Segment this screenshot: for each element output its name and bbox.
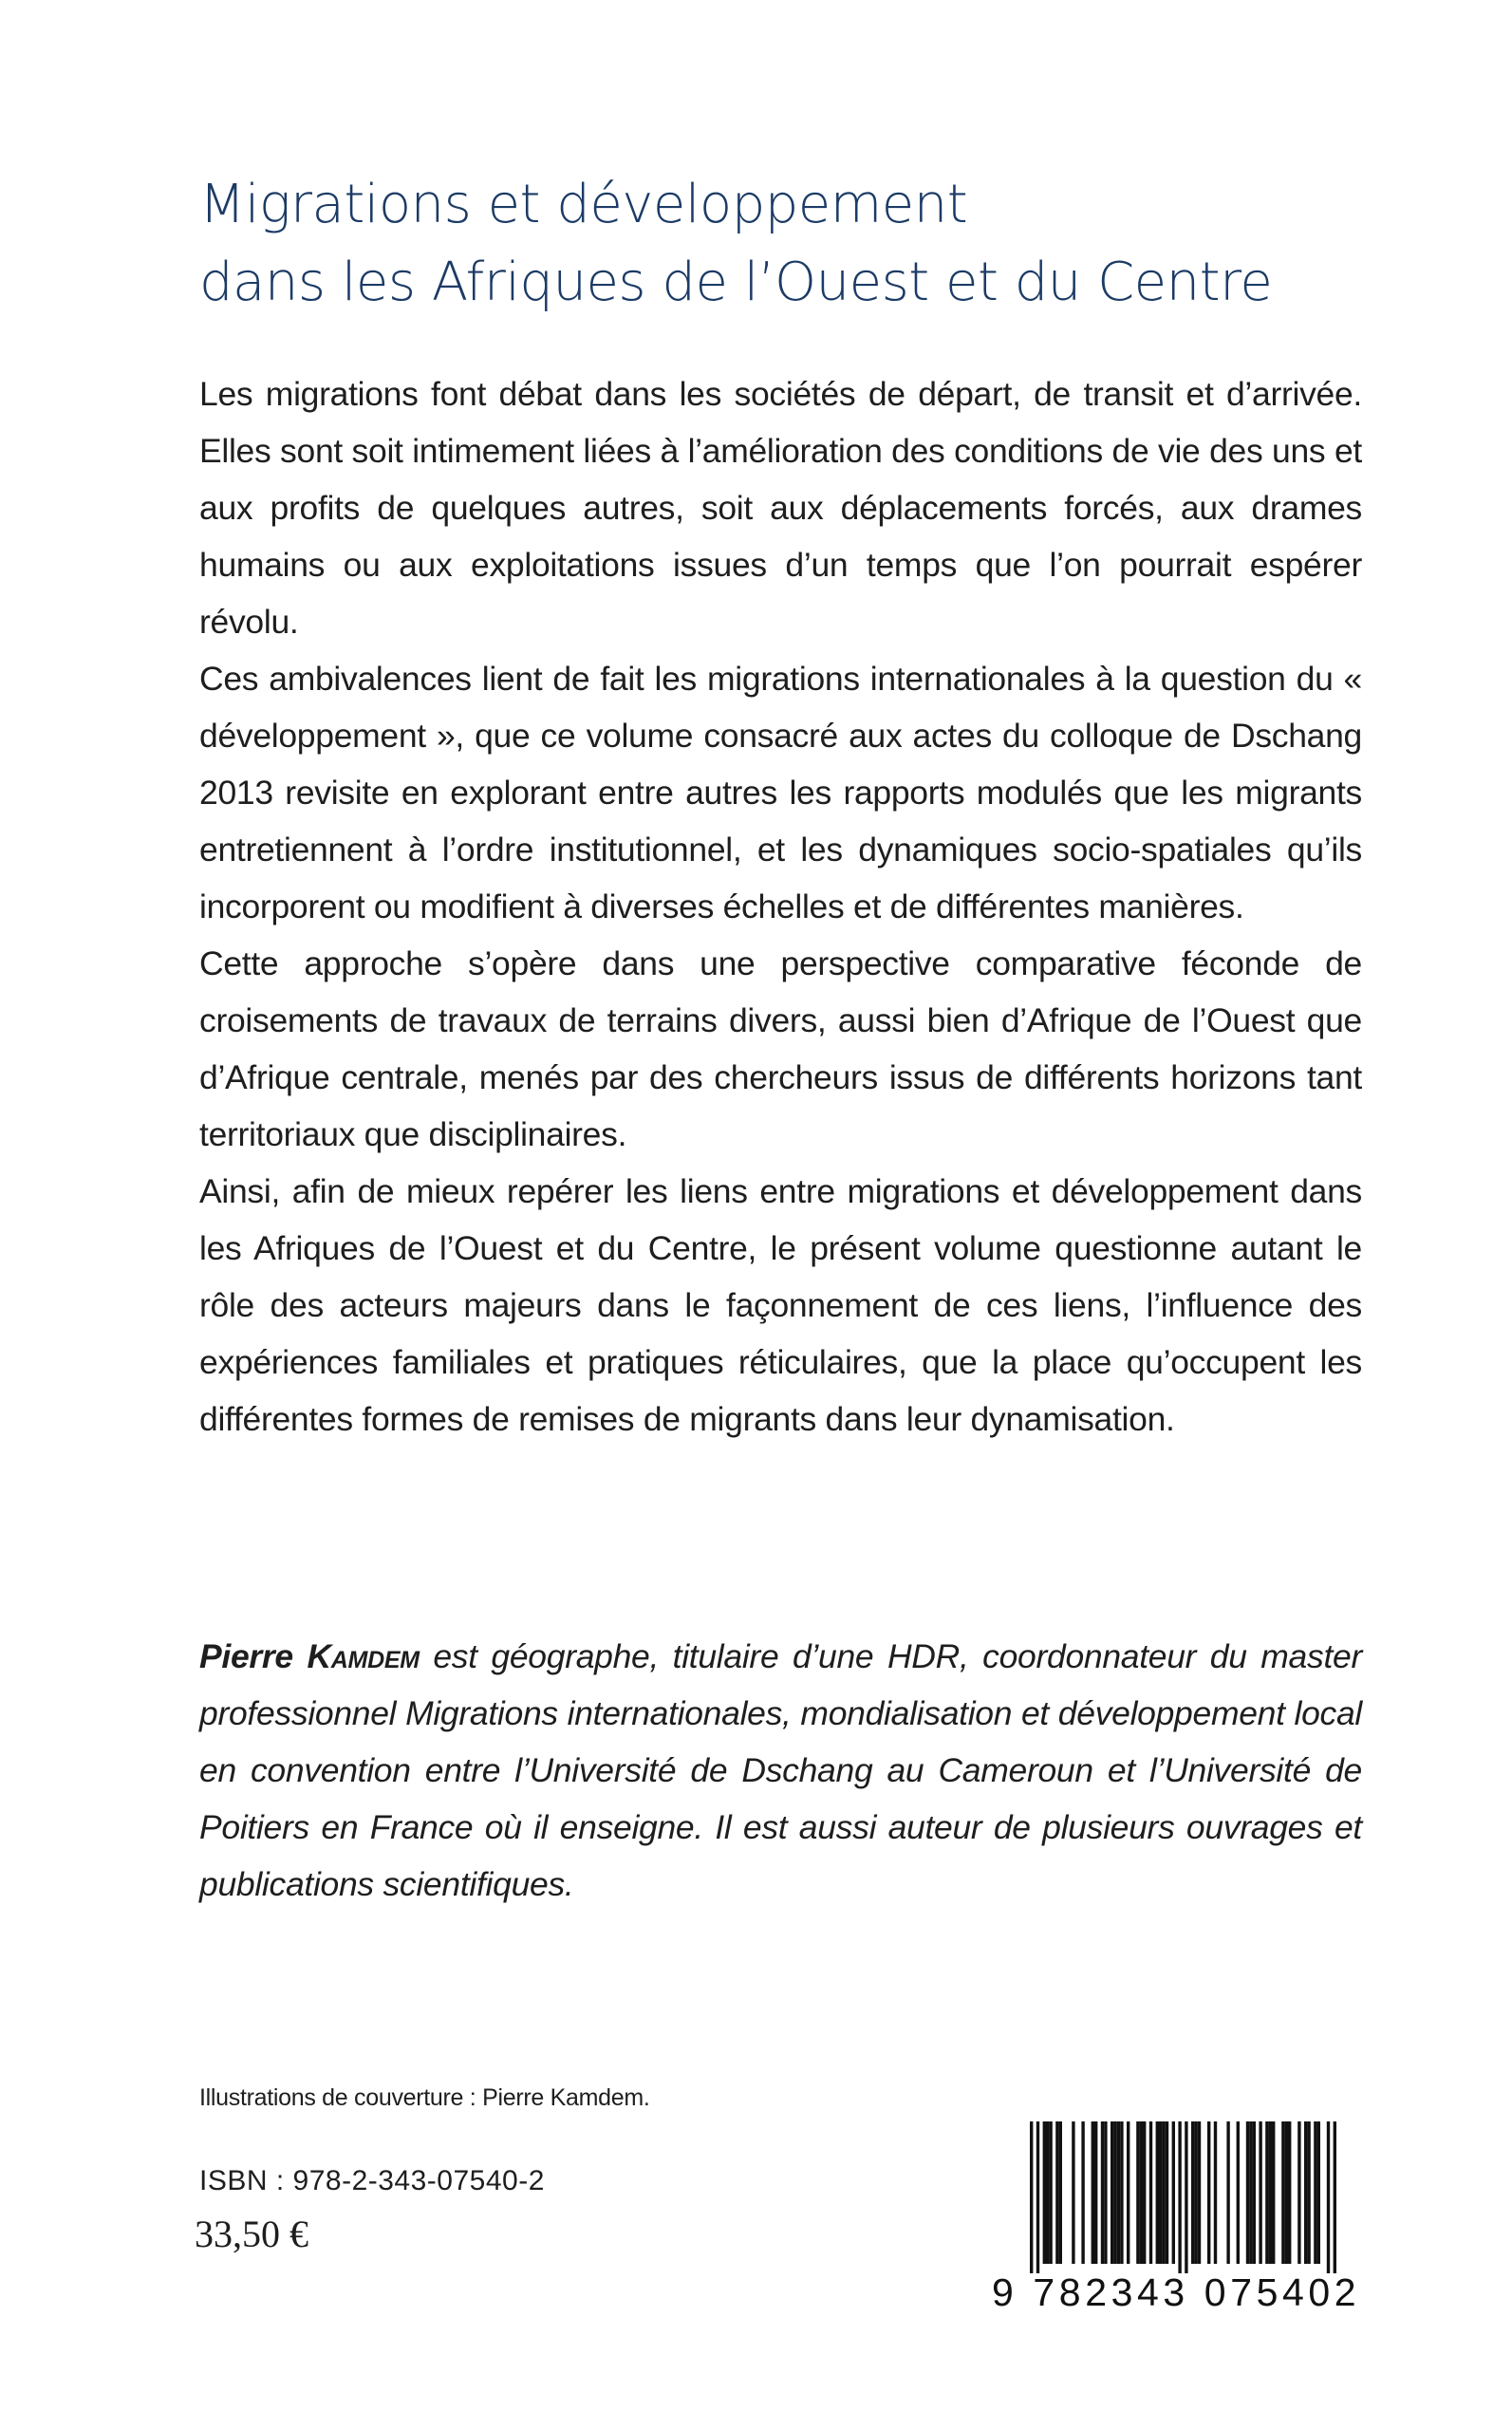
author-bio — [199, 1628, 1362, 1913]
barcode-bar — [1081, 2121, 1084, 2264]
barcode-bar — [1281, 2121, 1284, 2264]
barcode-bar — [1043, 2121, 1046, 2264]
barcode-bar — [1185, 2121, 1187, 2273]
book-title — [199, 166, 1376, 322]
barcode-bar — [1111, 2121, 1113, 2264]
price: 33,50 € — [195, 2213, 308, 2255]
barcode-bar — [1327, 2121, 1330, 2273]
barcode-bar — [1178, 2121, 1181, 2273]
barcode-bar — [1191, 2121, 1194, 2264]
barcode-bar — [1259, 2121, 1261, 2264]
barcode-bar — [1149, 2121, 1152, 2264]
barcode-bar — [1059, 2121, 1062, 2264]
barcode-bar — [1046, 2121, 1049, 2264]
barcode-bar — [1304, 2121, 1307, 2264]
author-last-name: Kamdem — [307, 1637, 420, 1675]
barcode-bar — [1272, 2121, 1275, 2264]
barcode-bar — [1226, 2121, 1229, 2264]
author-first-name: Pierre — [199, 1637, 293, 1675]
book-title-line-1: Migrations et développement — [199, 174, 968, 235]
barcode-bar — [1030, 2121, 1033, 2273]
barcode-bar — [1297, 2121, 1300, 2264]
barcode-bar — [1253, 2121, 1256, 2264]
summary-paragraph-2: Ces ambivalences lient de fait les migrations internationales à la question du « développement », que ce volume consacré aux actes du colloque de Dschang 2013 revisite en explorant entre autres les rapports modulés que les migrants entretiennent à l’ordre institutionnel, et les dynamiques socio-spatiales qu’ils incorporent ou modifient à diverses échelles et de différentes manières. — [199, 660, 1362, 925]
barcode-bar — [1055, 2121, 1058, 2264]
barcode-bar — [1207, 2121, 1210, 2264]
isbn: ISBN : 978-2-343-07540-2 — [199, 2165, 545, 2196]
back-cover-summary — [199, 365, 1362, 1448]
summary-paragraph-3: Cette approche s’opère dans une perspective comparative féconde de croisements de travaux de terrains divers, aussi bien d’Afrique de l’Ouest que d’Afrique centrale, menés par des chercheurs issus de différents horizons tant territoriaux que disciplinaires. — [199, 944, 1362, 1153]
author-bio-text: est géographe, titulaire d’une HDR, coordonnateur du master professionnel Migrations internationales, mondialisation et développement local en convention entre l’Université de Dschang au Cameroun et l’Université de Poitiers en France où il enseigne. Il est aussi auteur de plusieurs ouvrages et publications scientifiques. — [199, 1637, 1362, 1903]
barcode-bar — [1285, 2121, 1288, 2264]
barcode-bar — [1127, 2121, 1129, 2264]
cover-credits: Illustrations de couverture : Pierre Kamdem. — [199, 2084, 650, 2111]
barcode-bar — [1036, 2121, 1039, 2273]
barcode-bar — [1237, 2121, 1240, 2264]
barcode-bar — [1166, 2121, 1168, 2264]
barcode-bar — [1049, 2121, 1052, 2264]
barcode-bar — [1159, 2121, 1162, 2264]
barcode-digits: 9 782343 075402 — [992, 2270, 1361, 2314]
barcode-bar — [1136, 2121, 1139, 2264]
barcode-bar — [1246, 2121, 1249, 2264]
barcode-bar — [1094, 2121, 1097, 2264]
barcode-bar — [1162, 2121, 1165, 2264]
summary-paragraph-1: Les migrations font débat dans les sociétés de départ, de transit et d’arrivée. Elles sont soit intimement liées à l’amélioration des conditions de vie des uns et aux profits de quelques autres, soit aux déplacements forcés, aux drames humains ou aux exploitations issues d’un temps que l’on pourrait espérer révolu. — [199, 375, 1362, 641]
barcode-bar — [1214, 2121, 1217, 2264]
barcode-bar — [1314, 2121, 1316, 2264]
barcode-bar — [1317, 2121, 1320, 2264]
barcode-bar — [1092, 2121, 1094, 2264]
barcode-bar — [1156, 2121, 1159, 2264]
barcode-bar — [1143, 2121, 1146, 2264]
barcode-bar — [1288, 2121, 1291, 2264]
book-title-line-2: dans les Afriques de l’Ouest et du Centre — [199, 252, 1273, 313]
barcode-bar — [1265, 2121, 1268, 2264]
barcode-bar — [1113, 2121, 1116, 2264]
barcode-bar — [1120, 2121, 1123, 2264]
barcode-bar — [1140, 2121, 1143, 2264]
barcode-bar — [1198, 2121, 1201, 2264]
barcode-bar — [1104, 2121, 1107, 2264]
barcode-bar — [1172, 2121, 1175, 2264]
barcode-bar — [1249, 2121, 1252, 2264]
barcode-bar — [1269, 2121, 1272, 2264]
summary-paragraph-4: Ainsi, afin de mieux repérer les liens entre migrations et développement dans les Afriques de l’Ouest et du Centre, le présent volume questionne autant le rôle des acteurs majeurs dans le façonnement de ces liens, l’influence des expériences familiales et pratiques réticulaires, que la place qu’occupent les différentes formes de remises de migrants dans leur dynamisation. — [199, 1172, 1362, 1438]
barcode-bar — [1101, 2121, 1104, 2264]
barcode-bar — [1072, 2121, 1074, 2264]
barcode-bar — [1194, 2121, 1197, 2264]
barcode-bars — [992, 2121, 1372, 2273]
barcode-bar — [1117, 2121, 1120, 2264]
barcode-bar — [1307, 2121, 1310, 2264]
barcode-bar — [1334, 2121, 1336, 2273]
